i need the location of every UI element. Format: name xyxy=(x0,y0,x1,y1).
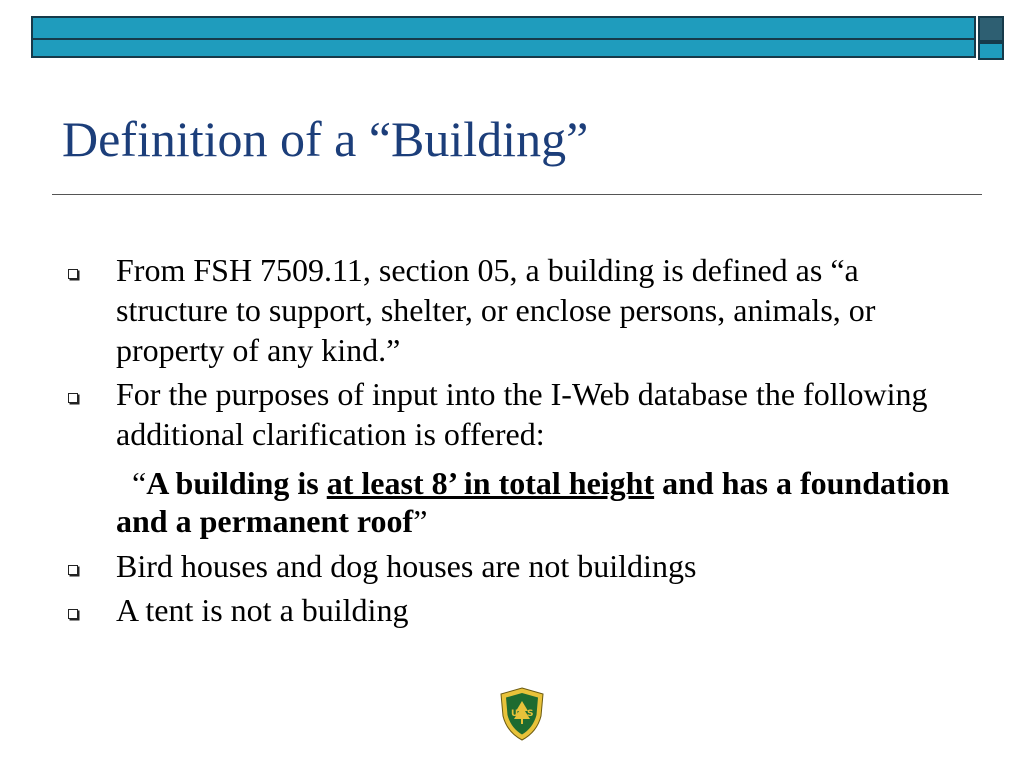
header-bar xyxy=(31,16,976,58)
bullet-text: For the purposes of input into the I-Web database the following additional clarification is offered: xyxy=(116,376,928,452)
quote-bold-end: and has a foundation and a permanent roof xyxy=(116,465,950,539)
slide-title: Definition of a “Building” xyxy=(62,111,589,167)
quote-bold-start: A building is xyxy=(146,465,327,501)
bullet-text: A tent is not a building xyxy=(116,592,409,628)
usfs-shield-logo-icon xyxy=(497,686,547,742)
quote-underlined-text: at least 8’ in total height xyxy=(326,465,655,501)
corner-square-bottom xyxy=(978,42,1004,60)
bullet-item xyxy=(62,250,972,370)
bullet-item xyxy=(62,374,972,454)
svg-text:S: S xyxy=(527,709,534,719)
bullet-text: Bird houses and dog houses are not buildings xyxy=(116,548,697,584)
bullet-item xyxy=(62,590,972,630)
quote-open-mark: “ xyxy=(132,465,147,501)
slide-content xyxy=(62,250,972,634)
bullet-text: From FSH 7509.11, section 05, a building is defined as “a structure to support, shelter, or enclose persons, animals, or property of any kind.” xyxy=(116,252,876,368)
square-bullet-icon xyxy=(68,269,78,279)
quote-close-mark: ” xyxy=(413,503,428,539)
title-divider xyxy=(52,194,982,195)
corner-square-top xyxy=(978,16,1004,42)
header-bar-line xyxy=(33,38,974,40)
svg-text:U: U xyxy=(511,709,519,719)
clarification-quote xyxy=(62,464,972,540)
bullet-item xyxy=(62,546,972,586)
square-bullet-icon xyxy=(68,609,78,619)
square-bullet-icon xyxy=(68,565,78,575)
square-bullet-icon xyxy=(68,393,78,403)
